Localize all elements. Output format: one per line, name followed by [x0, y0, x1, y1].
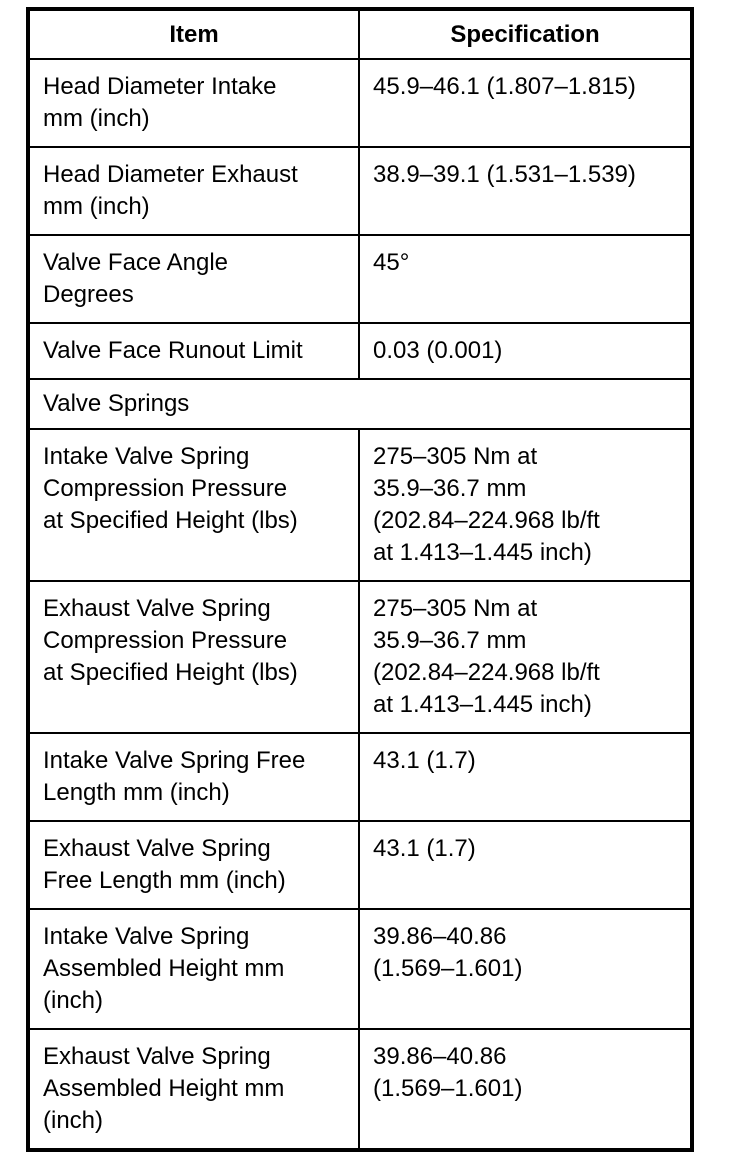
item-cell: Head Diameter Intake mm (inch) [28, 59, 359, 147]
table-row [28, 1029, 692, 1150]
specification-cell: 275–305 Nm at 35.9–36.7 mm (202.84–224.968 lb/ft at 1.413–1.445 inch) [359, 581, 692, 733]
table-row [28, 909, 692, 1029]
valve-specification-table [26, 7, 694, 1152]
table-row [28, 59, 692, 147]
specification-cell: 39.86–40.86 (1.569–1.601) [359, 1029, 692, 1150]
item-cell: Exhaust Valve Spring Free Length mm (inch) [28, 821, 359, 909]
column-header-item: Item [28, 9, 359, 59]
table-header-row [28, 9, 692, 59]
item-cell: Valve Face Angle Degrees [28, 235, 359, 323]
item-cell: Intake Valve Spring Free Length mm (inch) [28, 733, 359, 821]
item-cell: Exhaust Valve Spring Assembled Height mm (inch) [28, 1029, 359, 1150]
specification-cell: 39.86–40.86 (1.569–1.601) [359, 909, 692, 1029]
specification-cell: 38.9–39.1 (1.531–1.539) [359, 147, 692, 235]
item-cell: Intake Valve Spring Assembled Height mm (inch) [28, 909, 359, 1029]
item-cell: Exhaust Valve Spring Compression Pressure at Specified Height (lbs) [28, 581, 359, 733]
item-cell: Valve Face Runout Limit [28, 323, 359, 379]
item-cell: Intake Valve Spring Compression Pressure at Specified Height (lbs) [28, 429, 359, 581]
column-header-specification: Specification [359, 9, 692, 59]
specification-cell: 275–305 Nm at 35.9–36.7 mm (202.84–224.968 lb/ft at 1.413–1.445 inch) [359, 429, 692, 581]
section-row-valve-springs [28, 379, 692, 429]
specification-cell: 45.9–46.1 (1.807–1.815) [359, 59, 692, 147]
table-row [28, 821, 692, 909]
table-row [28, 323, 692, 379]
specification-cell: 45° [359, 235, 692, 323]
table-row [28, 147, 692, 235]
item-cell: Head Diameter Exhaust mm (inch) [28, 147, 359, 235]
table-row [28, 235, 692, 323]
table-row [28, 429, 692, 581]
specification-cell: 0.03 (0.001) [359, 323, 692, 379]
specification-cell: 43.1 (1.7) [359, 821, 692, 909]
specification-cell: 43.1 (1.7) [359, 733, 692, 821]
table-row [28, 581, 692, 733]
table-row [28, 733, 692, 821]
section-label: Valve Springs [28, 379, 692, 429]
